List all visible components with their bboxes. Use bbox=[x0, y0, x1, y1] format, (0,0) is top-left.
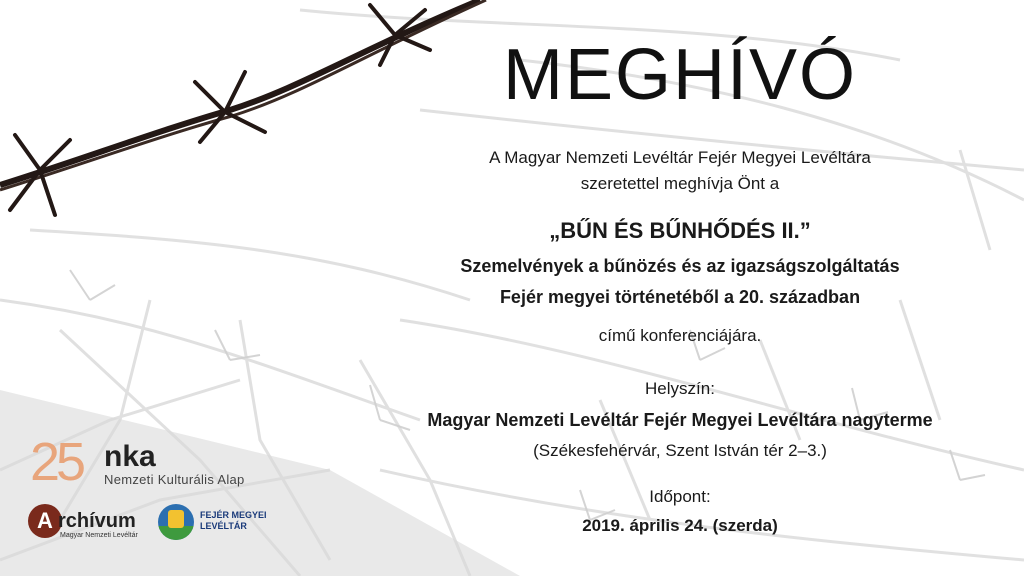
event-suffix: című konferenciájára. bbox=[598, 326, 762, 345]
fejer-line-2: LEVÉLTÁR bbox=[200, 521, 247, 531]
fejer-badge-icon bbox=[158, 504, 194, 540]
event-title: „BŰN ÉS BŰNHŐDÉS II.” bbox=[549, 218, 811, 243]
archivum-subtitle: Magyar Nemzeti Levéltár bbox=[60, 532, 138, 539]
archivum-logo bbox=[28, 504, 148, 544]
fejer-wordmark bbox=[200, 510, 280, 532]
event-subtitle-line-2: Fejér megyei történetéből a 20. században bbox=[499, 287, 861, 307]
page-title: MEGHÍVÓ bbox=[502, 35, 858, 115]
host-line-2: szeretettel meghívja Önt a bbox=[580, 174, 780, 193]
archivum-wordmark: rchívum bbox=[58, 510, 136, 532]
nka-subtitle: Nemzeti Kulturális Alap bbox=[104, 472, 245, 487]
event-subtitle-line-1: Szemelvények a bűnözés és az igazságszolgáltatás bbox=[460, 256, 900, 276]
venue-name: Magyar Nemzeti Levéltár Fejér Megyei Levéltára nagyterme bbox=[427, 410, 933, 430]
host-line-1: A Magyar Nemzeti Levéltár Fejér Megyei Levéltára bbox=[489, 148, 871, 167]
date-value: 2019. április 24. (szerda) bbox=[582, 516, 778, 535]
fejer-levéltar-logo bbox=[158, 504, 278, 544]
nka-wordmark: nka bbox=[104, 440, 156, 473]
fejer-line-1: FEJÉR MEGYEI bbox=[200, 510, 267, 520]
venue-address: (Székesfehérvár, Szent István tér 2–3.) bbox=[533, 441, 827, 460]
date-label: Időpont: bbox=[649, 487, 711, 506]
archivum-letter: A bbox=[37, 508, 53, 533]
nka-25-mark: 25 bbox=[30, 432, 83, 492]
sponsor-logos bbox=[24, 430, 324, 570]
venue-label: Helyszín: bbox=[645, 379, 715, 398]
